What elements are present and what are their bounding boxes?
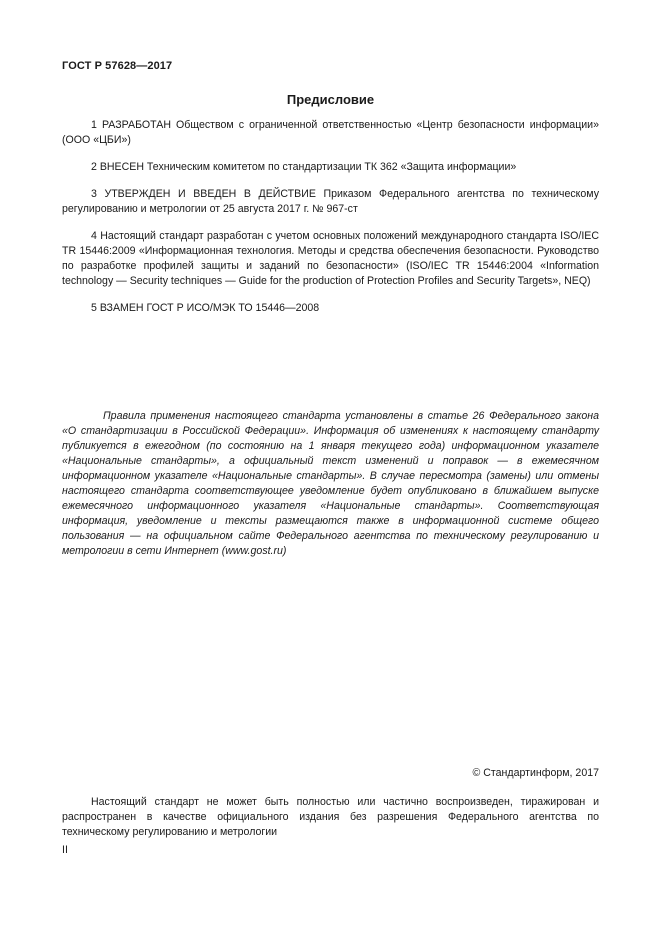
standard-code: ГОСТ Р 57628—2017	[62, 60, 173, 72]
foreword-item-4: 4 Настоящий стандарт разработан с учетом основных положений международного стандарта ISO/IEC TR 15446:2009 «Информационная технология. Методы и средства обеспечения безопасности. Руководство по разработке профилей защиты и заданий по безопасности» (ISO/IEC TR 15446:2004 «Information technology — Security techniques — Guide for the production of Protection Profiles and Security Targets», NEQ)	[62, 230, 599, 287]
application-rules-notice: Правила применения настоящего стандарта установлены в статье 26 Федерального закона «О стандартизации в Российской Федерации». Информация об изменениях к настоящему стандарту публикуется в ежегодном (по состоянию на 1 января текущего года) информационном указателе «Национальные стандарты», а официальный текст изменений и поправок — в ежемесячном информационном указателе «Национальные стандарты». В случае пересмотра (замены) или отмены настоящего стандарта соответствующее уведомление будет опубликовано в ближайшем выпуске ежемесячного информационного указателя «Национальные стандарты». Соответствующая информация, уведомление и тексты размещаются также в информационной системе общего пользования — на официальном сайте Федерального агентства по техническому регулированию и метрологии в сети Интернет (www.gost.ru)	[62, 410, 599, 557]
foreword-items	[62, 118, 599, 328]
foreword-item-3: 3 УТВЕРЖДЕН И ВВЕДЕН В ДЕЙСТВИЕ Приказом Федерального агентства по техническому регулированию и метрологии от 25 августа 2017 г. № 967-ст	[62, 188, 599, 215]
page-number: II	[62, 844, 68, 856]
foreword-title: Предисловие	[286, 92, 375, 107]
foreword-item-1: 1 РАЗРАБОТАН Обществом с ограниченной ответственностью «Центр безопасности информации» (ООО «ЦБИ»)	[62, 119, 599, 146]
copyright-notice: © Стандартинформ, 2017	[472, 767, 599, 779]
reproduction-restriction: Настоящий стандарт не может быть полностью или частично воспроизведен, тиражирован и распространен в качестве официального издания без разрешения Федерального агентства по техническому регулированию и метрологии	[62, 796, 599, 838]
foreword-item-5: 5 ВЗАМЕН ГОСТ Р ИСО/МЭК ТО 15446—2008	[91, 302, 320, 314]
foreword-item-2: 2 ВНЕСЕН Техническим комитетом по стандартизации ТК 362 «Защита информации»	[91, 161, 517, 173]
